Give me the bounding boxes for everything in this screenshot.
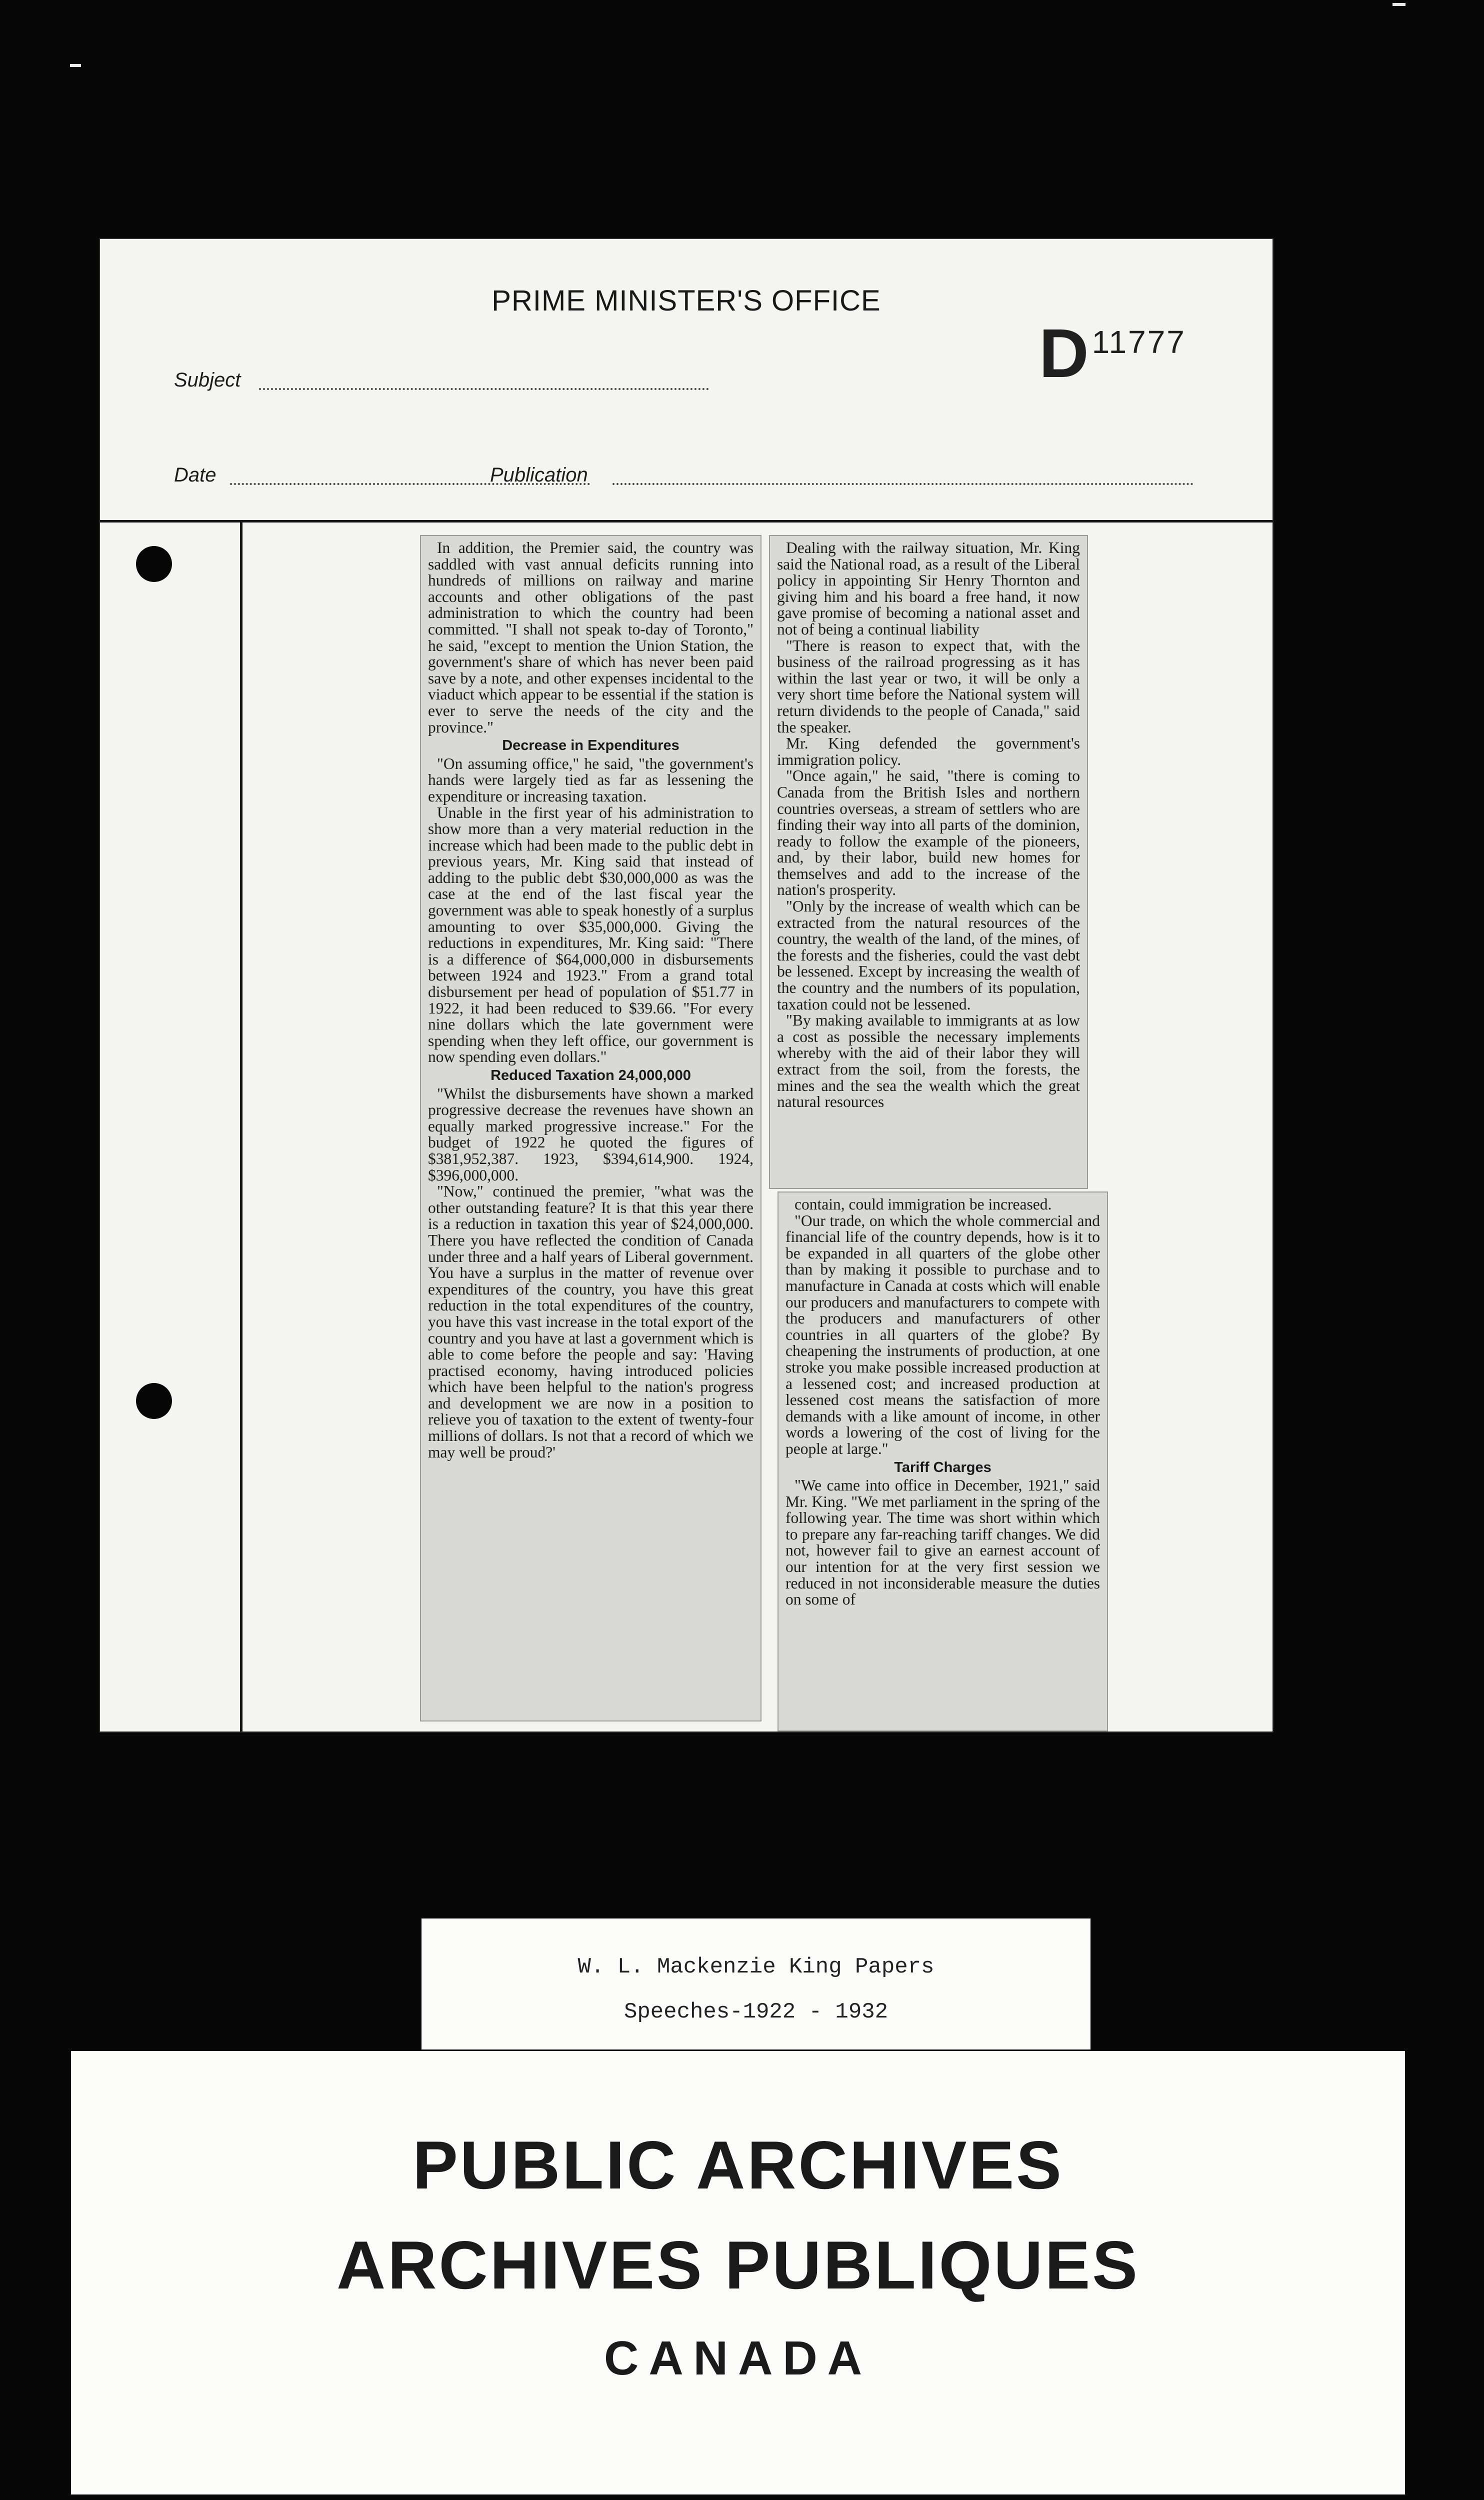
archives-name-fr: ARCHIVES PUBLIQUES: [336, 2227, 1140, 2303]
paragraph: Dealing with the railway situation, Mr. King said the National road, as a result of the Liberal policy in appointing Sir Henry Thornton and giving him and his board a free hand, it now gave promise of becoming a national asset and not of being a continual liability: [777, 539, 1080, 638]
clipping-column-2-upper: [769, 535, 1088, 1189]
document-letter: D: [1039, 315, 1089, 392]
collection-series: Speeches-1922 - 1932: [624, 2000, 888, 2024]
paragraph: "Once again," he said, "there is coming to Canada from the British Isles and northern countries overseas, a stream of settlers who are finding their way into all parts of the dominion, ready to follow the example of the pioneers, and, by their labor, build new homes for themselves and add to the increase of the nation's prosperity.: [777, 767, 1080, 899]
clipping-column-1: [420, 535, 762, 1722]
archives-name-en: PUBLIC ARCHIVES: [412, 2127, 1064, 2203]
collection-title: W. L. Mackenzie King Papers: [578, 1954, 934, 1980]
header-rule: [100, 520, 1272, 522]
publication-line: [612, 483, 1194, 485]
paragraph: "Whilst the disbursements have shown a marked progressive decrease the revenues have shown an equally marked progressive increase." For the budget of 1922 he quoted the figures of $381,952,387. 1923, $394,614,900. 1924, $396,000,000.: [428, 1084, 754, 1184]
paragraph: Unable in the first year of his administration to show more than a very material reduction in the increase which had been made to the public debt in previous years, Mr. King said that instead of adding to the public debt $30,000,000 as was the case at the end of the last fiscal year the government was able to speak honestly of a surplus amounting to over $35,000,000. Giving the reductions in expenditures, Mr. King said: "There is a difference of $64,000,000 in disbursements between 1924 and 1923." From a grand total disbursement per head of population of $51.77 in 1922, it had been reduced to $39.66. "For every nine dollars which the late government were spending when they left office, our government is now spending even dollars.": [428, 804, 754, 1066]
document-number: 11777: [1092, 324, 1186, 360]
paragraph: "On assuming office," he said, "the government's hands were largely tied as far as lessening the expenditure or increasing taxation.: [428, 754, 754, 805]
office-title: PRIME MINISTER'S OFFICE: [492, 284, 881, 317]
publication-label: Publication: [490, 464, 588, 486]
paragraph: In addition, the Premier said, the country was saddled with vast annual deficits running into hundreds of millions on railway and marine accounts and other obligations of the past administration to which the country had been committed. "I shall not speak to-day of Toronto," he said, "except to mention the Union Station, the government's share of which has never been paid save by a note, and other expenses incidental to the viaduct which appear to be essential if the station is ever to serve the needs of the city and the province.": [428, 539, 754, 736]
paragraph: Mr. King defended the government's immigration policy.: [777, 734, 1080, 768]
collection-label: [422, 1918, 1090, 2050]
paragraph: "Now," continued the premier, "what was the other outstanding feature? It is that this year there is a reduction in taxation this year of $24,000,000. There you have reflected the condition of Canada under three and a half years of Liberal government. You have a surplus in the matter of revenue over expenditures of the country, you have this great reduction in the total expenditures of the country, you have this vast increase in the total export of the country and you have at last a government which is able to come before the people and say: 'Having practised economy, having introduced policies which have been helpful to the nation's progress and development we are now in a position to relieve you of taxation to the extent of twenty-four millions of dollars. Is not that a record of which we may well be proud?': [428, 1182, 754, 1461]
subject-label: Subject: [174, 369, 241, 391]
letterhead-sheet: [100, 239, 1272, 1732]
document-number-stamp: [1039, 315, 1186, 392]
paragraph: "We came into office in December, 1921," said Mr. King. "We met parliament in the spring of the following year. The time was short within which to prepare any far-reaching tariff changes. We did not, however fail to give an earnest account of our intention for at the very first session we reduced in not inconsiderable measure the duties on some of: [786, 1476, 1100, 1608]
subject-line: [259, 388, 709, 390]
margin-rule: [240, 520, 242, 1732]
date-label: Date: [174, 464, 216, 486]
film-edge-mark: [1392, 3, 1406, 6]
paragraph: "There is reason to expect that, with the business of the railroad progressing as it has within the last year or two, it will be only a very short time before the National system will return dividends to the people of Canada," said the speaker.: [777, 636, 1080, 736]
punch-hole: [136, 1383, 172, 1419]
clipping-column-2-lower: [778, 1192, 1108, 1732]
punch-hole: [136, 546, 172, 582]
paragraph: "Only by the increase of wealth which can be extracted from the natural resources of the country, the wealth of the land, of the mines, of the forests and the fisheries, could the vast debt be lessened. Except by increasing the wealth of the country and the numbers of its population, taxation could not be lessened.: [777, 898, 1080, 1013]
paragraph: "By making available to immigrants at as low a cost as possible the necessary implements whereby with the aid of their labor they will extract from the soil, from the forests, the mines and the sea the wealth which the great natural resources: [777, 1012, 1080, 1111]
film-edge-mark: [70, 64, 81, 67]
paragraph: "Our trade, on which the whole commercial and financial life of the country depends, how is it to be expanded in all quarters of the globe other than by making it possible to purchase and to manufacture in Canada at costs which will enable our producers and manufacturers to compete with the producers and manufacturers of other countries in all quarters of the globe? By cheapening the instruments of production, at one stroke you make possible increased production at a lessened cost; and increased production at lessened cost means the satisfaction of more demands with a like amount of income, in other words a lowering of the cost of living for the people at large.": [786, 1212, 1100, 1458]
paragraph: contain, could immigration be increased.: [794, 1196, 1052, 1213]
subheading: Decrease in Expenditures: [502, 738, 680, 754]
subheading: Reduced Taxation 24,000,000: [490, 1068, 691, 1084]
archives-country: CANADA: [604, 2332, 872, 2385]
archives-card: [71, 2051, 1405, 2494]
subheading: Tariff Charges: [894, 1459, 992, 1476]
